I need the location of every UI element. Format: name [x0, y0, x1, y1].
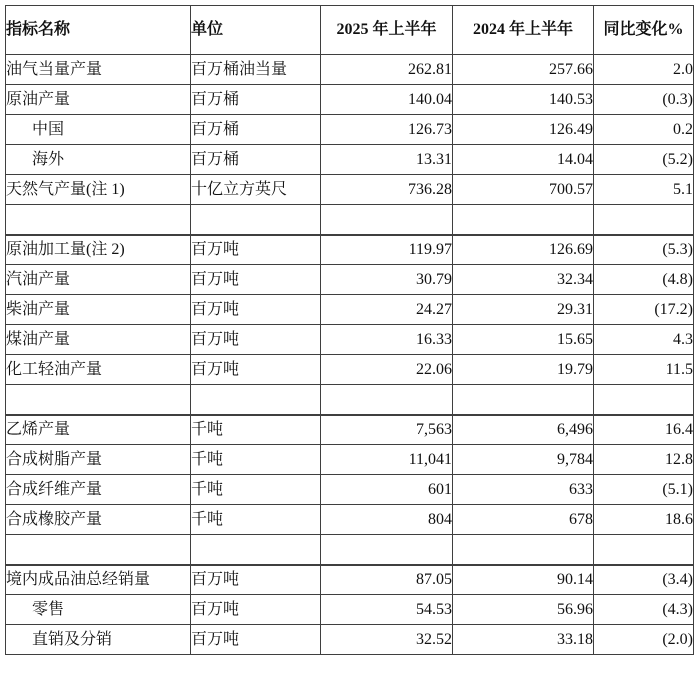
yoy-change-cell: 5.1 [594, 175, 694, 205]
yoy-change-cell [594, 385, 694, 415]
indicator-name-cell: 油气当量产量 [6, 55, 191, 85]
table-row [6, 325, 694, 355]
value-2024-h1-cell: 14.04 [453, 145, 594, 175]
indicator-name-cell: 合成纤维产量 [6, 475, 191, 505]
value-2025-h1-cell [321, 535, 453, 565]
unit-cell: 百万吨 [191, 295, 321, 325]
value-2025-h1-cell: 140.04 [321, 85, 453, 115]
table-row [6, 175, 694, 205]
yoy-change-cell: 12.8 [594, 445, 694, 475]
table-row [6, 265, 694, 295]
table-row [6, 415, 694, 445]
unit-cell: 百万吨 [191, 625, 321, 655]
spacer-row [6, 535, 694, 565]
value-2025-h1-cell: 736.28 [321, 175, 453, 205]
indicator-name-cell: 天然气产量(注 1) [6, 175, 191, 205]
value-2024-h1-cell: 140.53 [453, 85, 594, 115]
value-2025-h1-cell [321, 385, 453, 415]
indicator-name-cell: 合成橡胶产量 [6, 505, 191, 535]
unit-cell: 百万吨 [191, 235, 321, 265]
unit-cell: 百万吨 [191, 595, 321, 625]
value-2025-h1-cell: 13.31 [321, 145, 453, 175]
value-2025-h1-cell: 32.52 [321, 625, 453, 655]
yoy-change-cell: 0.2 [594, 115, 694, 145]
spacer-row [6, 385, 694, 415]
value-2025-h1-cell: 11,041 [321, 445, 453, 475]
indicator-name-cell: 境内成品油总经销量 [6, 565, 191, 595]
value-2025-h1-cell: 30.79 [321, 265, 453, 295]
value-2025-h1-cell: 54.53 [321, 595, 453, 625]
value-2025-h1-cell: 804 [321, 505, 453, 535]
indicator-name-cell: 原油产量 [6, 85, 191, 115]
yoy-change-cell: (2.0) [594, 625, 694, 655]
unit-cell: 千吨 [191, 445, 321, 475]
indicator-name-cell: 直销及分销 [6, 625, 191, 655]
yoy-change-cell: (5.3) [594, 235, 694, 265]
table-row [6, 85, 694, 115]
yoy-change-cell: 18.6 [594, 505, 694, 535]
unit-cell: 千吨 [191, 505, 321, 535]
value-2024-h1-cell: 19.79 [453, 355, 594, 385]
value-2024-h1-cell: 257.66 [453, 55, 594, 85]
column-header-yoy-change: 同比变化% [594, 6, 694, 55]
yoy-change-cell: 11.5 [594, 355, 694, 385]
unit-cell: 百万吨 [191, 565, 321, 595]
unit-cell [191, 205, 321, 235]
table-row [6, 55, 694, 85]
yoy-change-cell: (3.4) [594, 565, 694, 595]
table-row [6, 505, 694, 535]
value-2025-h1-cell: 126.73 [321, 115, 453, 145]
indicator-name-cell: 中国 [6, 115, 191, 145]
unit-cell [191, 535, 321, 565]
indicator-name-cell [6, 205, 191, 235]
unit-cell: 千吨 [191, 415, 321, 445]
value-2024-h1-cell: 700.57 [453, 175, 594, 205]
indicator-name-cell: 乙烯产量 [6, 415, 191, 445]
value-2024-h1-cell: 33.18 [453, 625, 594, 655]
table-row [6, 595, 694, 625]
yoy-change-cell: (5.1) [594, 475, 694, 505]
column-header-2025-h1: 2025 年上半年 [321, 6, 453, 55]
table-row [6, 145, 694, 175]
yoy-change-cell: (4.8) [594, 265, 694, 295]
yoy-change-cell [594, 205, 694, 235]
unit-cell: 百万桶 [191, 115, 321, 145]
unit-cell: 百万吨 [191, 325, 321, 355]
yoy-change-cell [594, 535, 694, 565]
value-2025-h1-cell: 24.27 [321, 295, 453, 325]
value-2024-h1-cell: 6,496 [453, 415, 594, 445]
value-2024-h1-cell [453, 205, 594, 235]
value-2024-h1-cell [453, 535, 594, 565]
value-2024-h1-cell: 15.65 [453, 325, 594, 355]
indicator-name-cell: 柴油产量 [6, 295, 191, 325]
column-header-indicator: 指标名称 [6, 6, 191, 55]
table-row [6, 295, 694, 325]
table-row [6, 565, 694, 595]
indicator-name-cell: 化工轻油产量 [6, 355, 191, 385]
unit-cell: 千吨 [191, 475, 321, 505]
yoy-change-cell: 2.0 [594, 55, 694, 85]
yoy-change-cell: 4.3 [594, 325, 694, 355]
table-header [6, 6, 694, 55]
value-2024-h1-cell: 633 [453, 475, 594, 505]
production-operations-table [5, 5, 694, 655]
column-header-2024-h1: 2024 年上半年 [453, 6, 594, 55]
spacer-row [6, 205, 694, 235]
indicator-name-cell: 零售 [6, 595, 191, 625]
value-2025-h1-cell [321, 205, 453, 235]
value-2025-h1-cell: 262.81 [321, 55, 453, 85]
table-row [6, 445, 694, 475]
unit-cell [191, 385, 321, 415]
value-2025-h1-cell: 601 [321, 475, 453, 505]
table-row [6, 475, 694, 505]
value-2025-h1-cell: 16.33 [321, 325, 453, 355]
unit-cell: 百万桶油当量 [191, 55, 321, 85]
value-2025-h1-cell: 7,563 [321, 415, 453, 445]
yoy-change-cell: (4.3) [594, 595, 694, 625]
column-header-unit: 单位 [191, 6, 321, 55]
table-row [6, 355, 694, 385]
value-2024-h1-cell [453, 385, 594, 415]
yoy-change-cell: (17.2) [594, 295, 694, 325]
value-2024-h1-cell: 678 [453, 505, 594, 535]
unit-cell: 百万桶 [191, 145, 321, 175]
table-row [6, 115, 694, 145]
indicator-name-cell: 原油加工量(注 2) [6, 235, 191, 265]
indicator-name-cell: 合成树脂产量 [6, 445, 191, 475]
indicator-name-cell: 海外 [6, 145, 191, 175]
yoy-change-cell: (0.3) [594, 85, 694, 115]
value-2024-h1-cell: 90.14 [453, 565, 594, 595]
value-2024-h1-cell: 126.69 [453, 235, 594, 265]
value-2024-h1-cell: 9,784 [453, 445, 594, 475]
indicator-name-cell: 煤油产量 [6, 325, 191, 355]
table-row [6, 235, 694, 265]
header-row [6, 6, 694, 55]
table-row [6, 625, 694, 655]
value-2025-h1-cell: 87.05 [321, 565, 453, 595]
indicator-name-cell: 汽油产量 [6, 265, 191, 295]
value-2025-h1-cell: 22.06 [321, 355, 453, 385]
yoy-change-cell: 16.4 [594, 415, 694, 445]
unit-cell: 百万吨 [191, 265, 321, 295]
unit-cell: 十亿立方英尺 [191, 175, 321, 205]
value-2024-h1-cell: 29.31 [453, 295, 594, 325]
value-2024-h1-cell: 32.34 [453, 265, 594, 295]
value-2024-h1-cell: 56.96 [453, 595, 594, 625]
unit-cell: 百万吨 [191, 355, 321, 385]
value-2025-h1-cell: 119.97 [321, 235, 453, 265]
table-body [6, 55, 694, 655]
indicator-name-cell [6, 385, 191, 415]
yoy-change-cell: (5.2) [594, 145, 694, 175]
value-2024-h1-cell: 126.49 [453, 115, 594, 145]
indicator-name-cell [6, 535, 191, 565]
unit-cell: 百万桶 [191, 85, 321, 115]
